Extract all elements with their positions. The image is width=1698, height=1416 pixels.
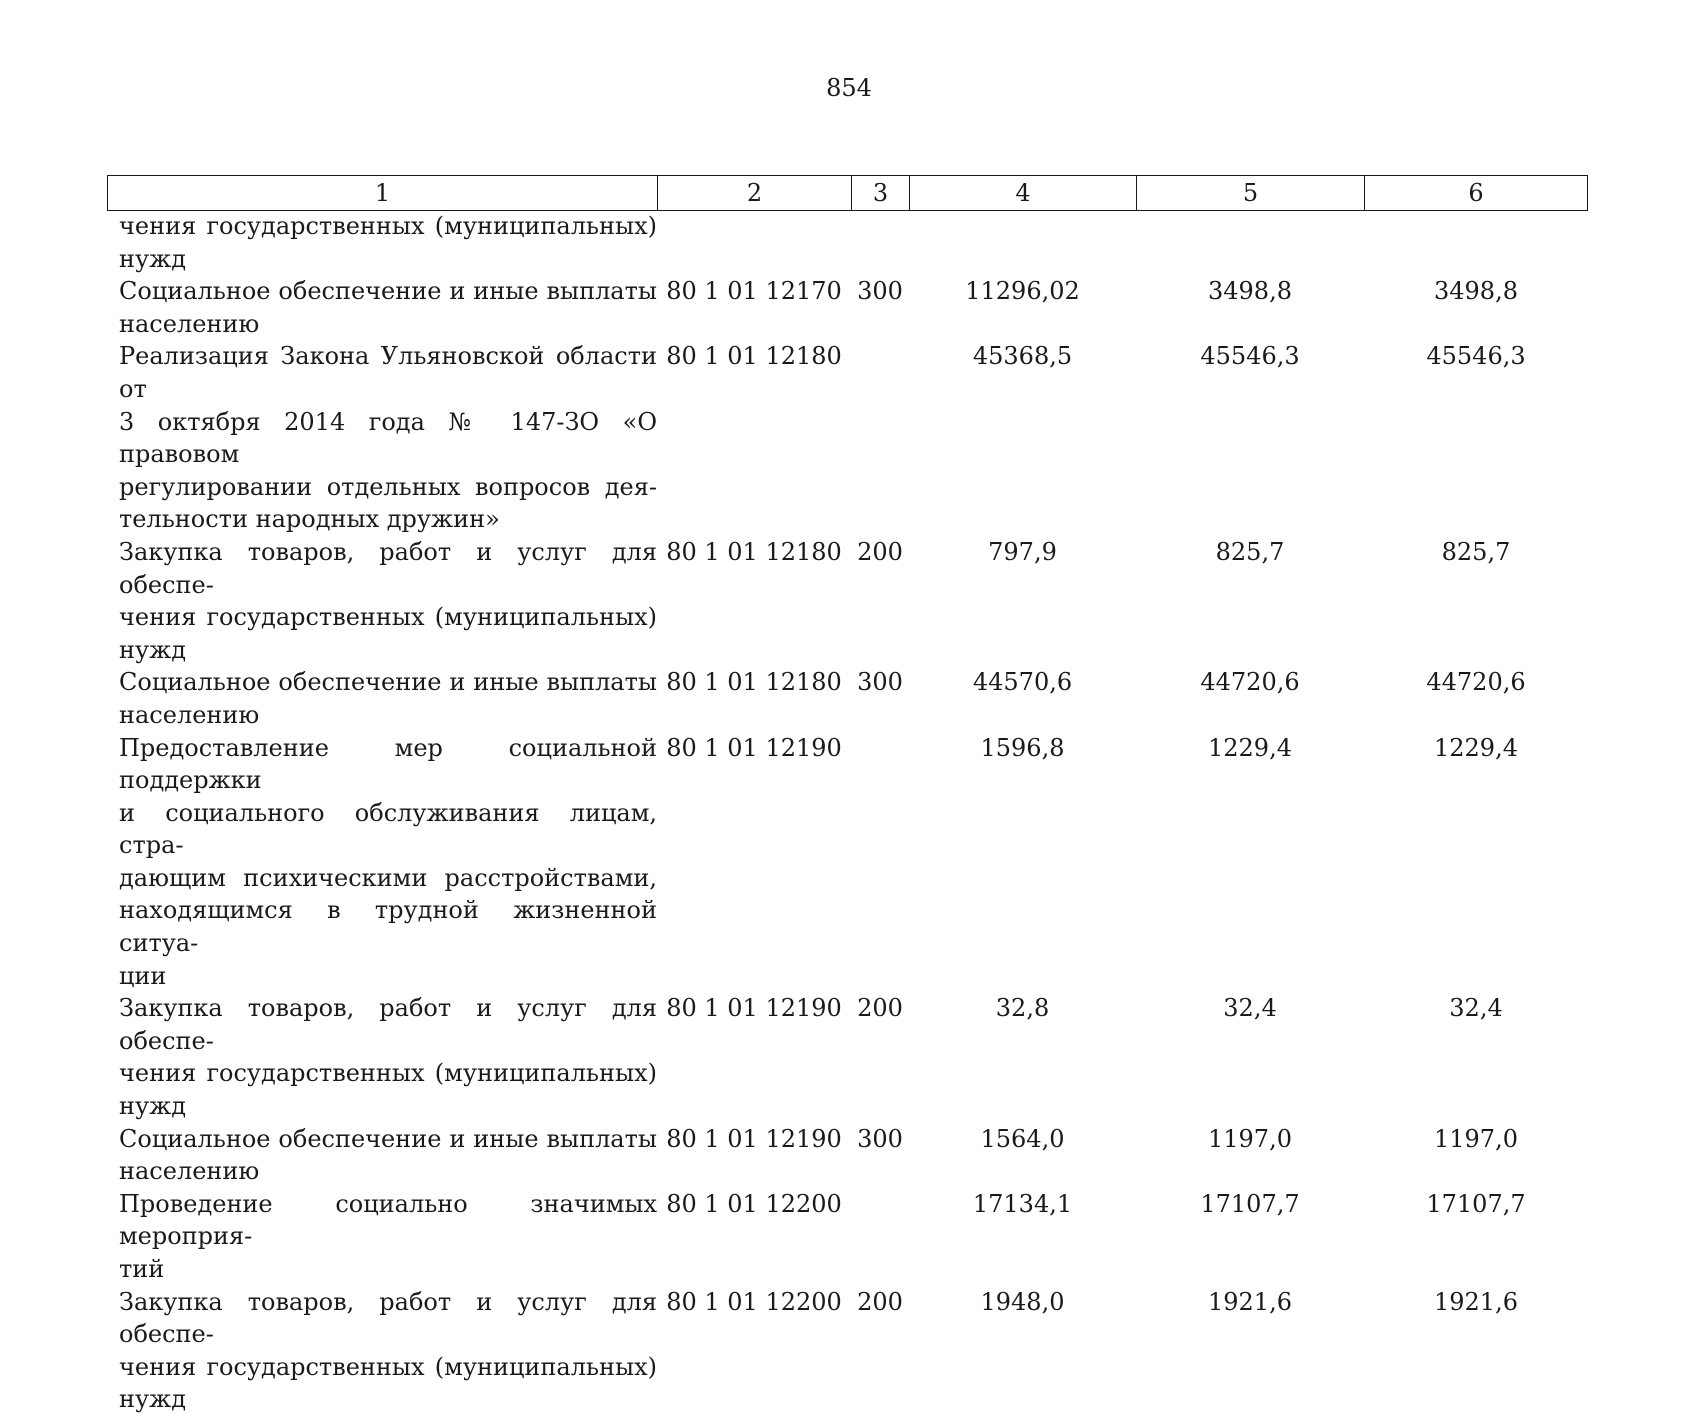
row-value-col5: 17107,7 xyxy=(1200,1189,1300,1218)
row-value-col6: 17107,7 xyxy=(1426,1189,1526,1218)
row-code: 80 1 01 12180 xyxy=(666,537,842,566)
table-row xyxy=(107,732,1588,993)
table-row xyxy=(107,275,1588,340)
row-name-cell xyxy=(107,992,657,1122)
row-code: 80 1 01 12180 xyxy=(666,668,842,697)
row-expense-type xyxy=(851,210,909,275)
row-value-col4: 32,8 xyxy=(995,994,1050,1023)
row-value-col4: 1596,8 xyxy=(980,733,1065,762)
column-header-1: 1 xyxy=(108,176,658,210)
row-value-col5: 3498,8 xyxy=(1208,277,1292,306)
row-value-col5 xyxy=(1136,210,1364,275)
row-value-col6: 45546,3 xyxy=(1426,342,1526,371)
row-code: 80 1 01 12190 xyxy=(666,994,842,1023)
column-header-5: 5 xyxy=(1137,176,1365,210)
row-value-col6: 32,4 xyxy=(1449,994,1503,1023)
row-expense-type: 200 xyxy=(857,994,903,1023)
row-value-col5: 1229,4 xyxy=(1208,733,1292,762)
row-value-col4: 11296,02 xyxy=(965,277,1080,306)
row-value-col6: 1921,6 xyxy=(1434,1287,1518,1316)
row-value-col4: 1564,0 xyxy=(980,1124,1065,1153)
row-expense-type xyxy=(851,340,909,536)
row-name-line: Закупка товаров, работ и услуг для обеспе- xyxy=(119,537,657,599)
page-number: 854 xyxy=(826,74,872,102)
row-value-col5: 1921,6 xyxy=(1208,1287,1292,1316)
row-name-cell xyxy=(107,732,657,993)
row-name-line: чения государственных (муниципальных) xyxy=(119,1059,657,1088)
row-name-cell xyxy=(107,536,657,666)
row-name-line: нужд xyxy=(119,1092,186,1121)
column-header-4: 4 xyxy=(910,176,1137,210)
row-value-col6: 1197,0 xyxy=(1434,1124,1518,1153)
row-code: 80 1 01 12190 xyxy=(666,1124,842,1153)
row-name-cell xyxy=(107,666,657,731)
row-expense-type xyxy=(851,732,909,993)
row-expense-type: 300 xyxy=(857,277,903,306)
row-code: 80 1 01 12200 xyxy=(666,1287,842,1316)
row-name-line: Проведение социально значимых мероприя- xyxy=(119,1189,657,1251)
row-value-col6: 3498,8 xyxy=(1434,277,1518,306)
row-name-cell xyxy=(107,1123,657,1188)
row-name-line: Социальное обеспечение и иные выплаты xyxy=(119,1124,657,1153)
row-code: 80 1 01 12200 xyxy=(666,1189,842,1218)
row-expense-type: 300 xyxy=(857,668,903,697)
row-value-col6: 825,7 xyxy=(1441,537,1511,566)
row-name-line: Социальное обеспечение и иные выплаты xyxy=(119,277,657,306)
row-name-line: ции xyxy=(119,961,167,990)
row-value-col5: 44720,6 xyxy=(1200,668,1300,697)
row-name-cell xyxy=(107,275,657,340)
table-row xyxy=(107,1188,1588,1286)
row-name-line: дающим психическими расстройствами, xyxy=(119,863,657,892)
row-name-line: нужд xyxy=(119,244,186,273)
row-value-col5: 45546,3 xyxy=(1200,342,1300,371)
row-name-line: и социального обслуживания лицам, стра- xyxy=(119,798,657,860)
row-name-line: чения государственных (муниципальных) xyxy=(119,1352,657,1381)
row-name-line: Закупка товаров, работ и услуг для обеспе- xyxy=(119,1287,657,1349)
column-header-3: 3 xyxy=(852,176,910,210)
row-code: 80 1 01 12170 xyxy=(666,277,842,306)
row-name-cell xyxy=(107,340,657,536)
row-name-line: регулировании отдельных вопросов дея- xyxy=(119,472,657,501)
table-header-row xyxy=(107,175,1588,211)
row-name-line: Предоставление мер социальной поддержки xyxy=(119,733,657,795)
table-row xyxy=(107,536,1588,666)
table-row xyxy=(107,210,1588,275)
table-row xyxy=(107,666,1588,731)
row-value-col6: 44720,6 xyxy=(1426,668,1526,697)
row-value-col6 xyxy=(1364,210,1588,275)
table-row xyxy=(107,1286,1588,1416)
row-value-col5: 32,4 xyxy=(1223,994,1277,1023)
row-name-line: населению xyxy=(119,309,260,338)
table-row xyxy=(107,992,1588,1122)
row-value-col4: 44570,6 xyxy=(972,668,1073,697)
row-name-cell xyxy=(107,210,657,275)
row-name-line: тельности народных дружин» xyxy=(119,505,500,534)
row-name-line: тий xyxy=(119,1255,165,1283)
row-expense-type: 200 xyxy=(857,1287,903,1316)
table-row xyxy=(107,340,1588,536)
row-name-line: населению xyxy=(119,1157,260,1186)
row-value-col4: 45368,5 xyxy=(972,342,1073,371)
row-name-cell xyxy=(107,1286,657,1416)
row-name-line: находящимся в трудной жизненной ситуа- xyxy=(119,896,657,958)
row-name-line: населению xyxy=(119,700,260,729)
row-value-col4 xyxy=(909,210,1136,275)
column-header-6: 6 xyxy=(1468,179,1484,207)
row-name-line: нужд xyxy=(119,1385,186,1414)
row-name-line: Закупка товаров, работ и услуг для обеспе- xyxy=(119,994,657,1055)
row-name-line: нужд xyxy=(119,635,186,664)
row-expense-type: 200 xyxy=(857,537,903,566)
row-name-line: 3 октября 2014 года № 147-ЗО «О правовом xyxy=(119,407,657,469)
row-value-col6: 1229,4 xyxy=(1434,733,1518,762)
row-value-col4: 1948,0 xyxy=(980,1287,1065,1316)
row-expense-type xyxy=(851,1188,909,1286)
row-name-line: Социальное обеспечение и иные выплаты xyxy=(119,668,657,697)
row-value-col4: 797,9 xyxy=(988,537,1057,566)
row-code: 80 1 01 12180 xyxy=(666,342,842,371)
row-expense-type: 300 xyxy=(857,1124,903,1153)
row-name-cell xyxy=(107,1188,657,1286)
row-code: 80 1 01 12190 xyxy=(666,733,842,762)
table-row xyxy=(107,1123,1588,1188)
row-code xyxy=(657,210,851,275)
row-value-col4: 17134,1 xyxy=(972,1189,1073,1218)
row-value-col5: 1197,0 xyxy=(1208,1124,1292,1153)
table-body xyxy=(107,210,1588,1416)
row-name-line: Реализация Закона Ульяновской области от xyxy=(119,342,657,403)
row-name-line: чения государственных (муниципальных) xyxy=(119,603,657,632)
row-value-col5: 825,7 xyxy=(1215,537,1285,566)
column-header-2: 2 xyxy=(658,176,852,210)
row-name-line: чения государственных (муниципальных) xyxy=(119,212,657,240)
